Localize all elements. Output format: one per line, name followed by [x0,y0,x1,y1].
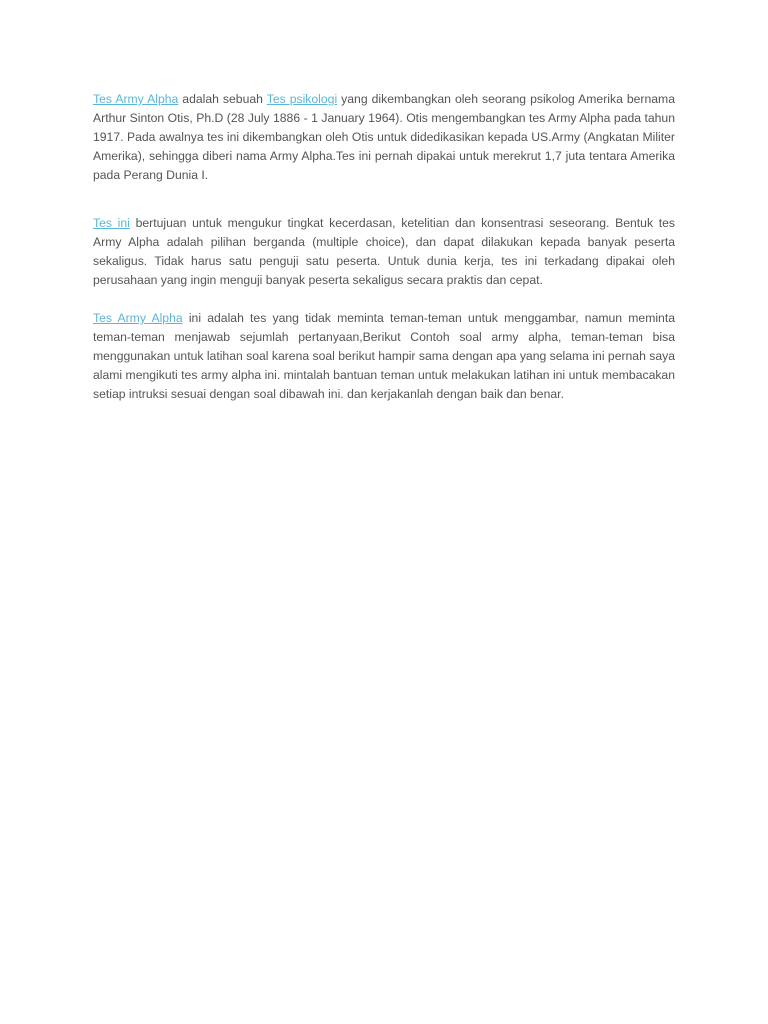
link-tes-army-alpha-2[interactable]: Tes Army Alpha [93,311,183,325]
paragraph-instructions [93,309,675,404]
paragraph-text: bertujuan untuk mengukur tingkat kecerdasan, ketelitian dan konsentrasi seseorang. Bentuk tes Army Alpha adalah pilihan berganda (multiple choice), dan dapat dilakukan kepada banyak peserta sekaligus. Tidak harus satu penguji satu peserta. Untuk dunia kerja, tes ini terkadang dipakai oleh perusahaan yang ingin menguji banyak peserta sekaligus secara praktis dan cepat. [93,216,675,287]
paragraph-intro [93,90,675,185]
paragraph-purpose [93,214,675,290]
paragraph-text: yang dikembangkan oleh seorang psikolog Amerika bernama Arthur Sinton Otis, Ph.D (28 July 1886 - 1 January 1964). Otis mengembangkan tes Army Alpha pada tahun 1917. Pada awalnya tes ini dikembangkan oleh Otis untuk didedikasikan kepada US.Army (Angkatan Militer Amerika), sehingga diberi nama Army Alpha.Tes ini pernah dipakai untuk merekrut 1,7 juta tentara Amerika pada Perang Dunia I. [93,92,675,182]
document-body [93,90,675,404]
link-tes-ini[interactable]: Tes ini [93,216,130,230]
link-tes-psikologi[interactable]: Tes psikologi [266,92,338,106]
link-tes-army-alpha[interactable]: Tes Army Alpha [93,92,179,106]
paragraph-text: adalah sebuah [178,92,267,106]
paragraph-text: ini adalah tes yang tidak meminta teman-teman untuk menggambar, namun meminta teman-teman menjawab sejumlah pertanyaan,Berikut Contoh soal army alpha, teman-teman bisa menggunakan untuk latihan soal karena soal berikut hampir sama dengan apa yang selama ini pernah saya alami mengikuti tes army alpha ini. mintalah bantuan teman untuk melakukan latihan ini untuk membacakan setiap intruksi sesuai dengan soal dibawah ini. dan kerjakanlah dengan baik dan benar. [93,311,675,401]
